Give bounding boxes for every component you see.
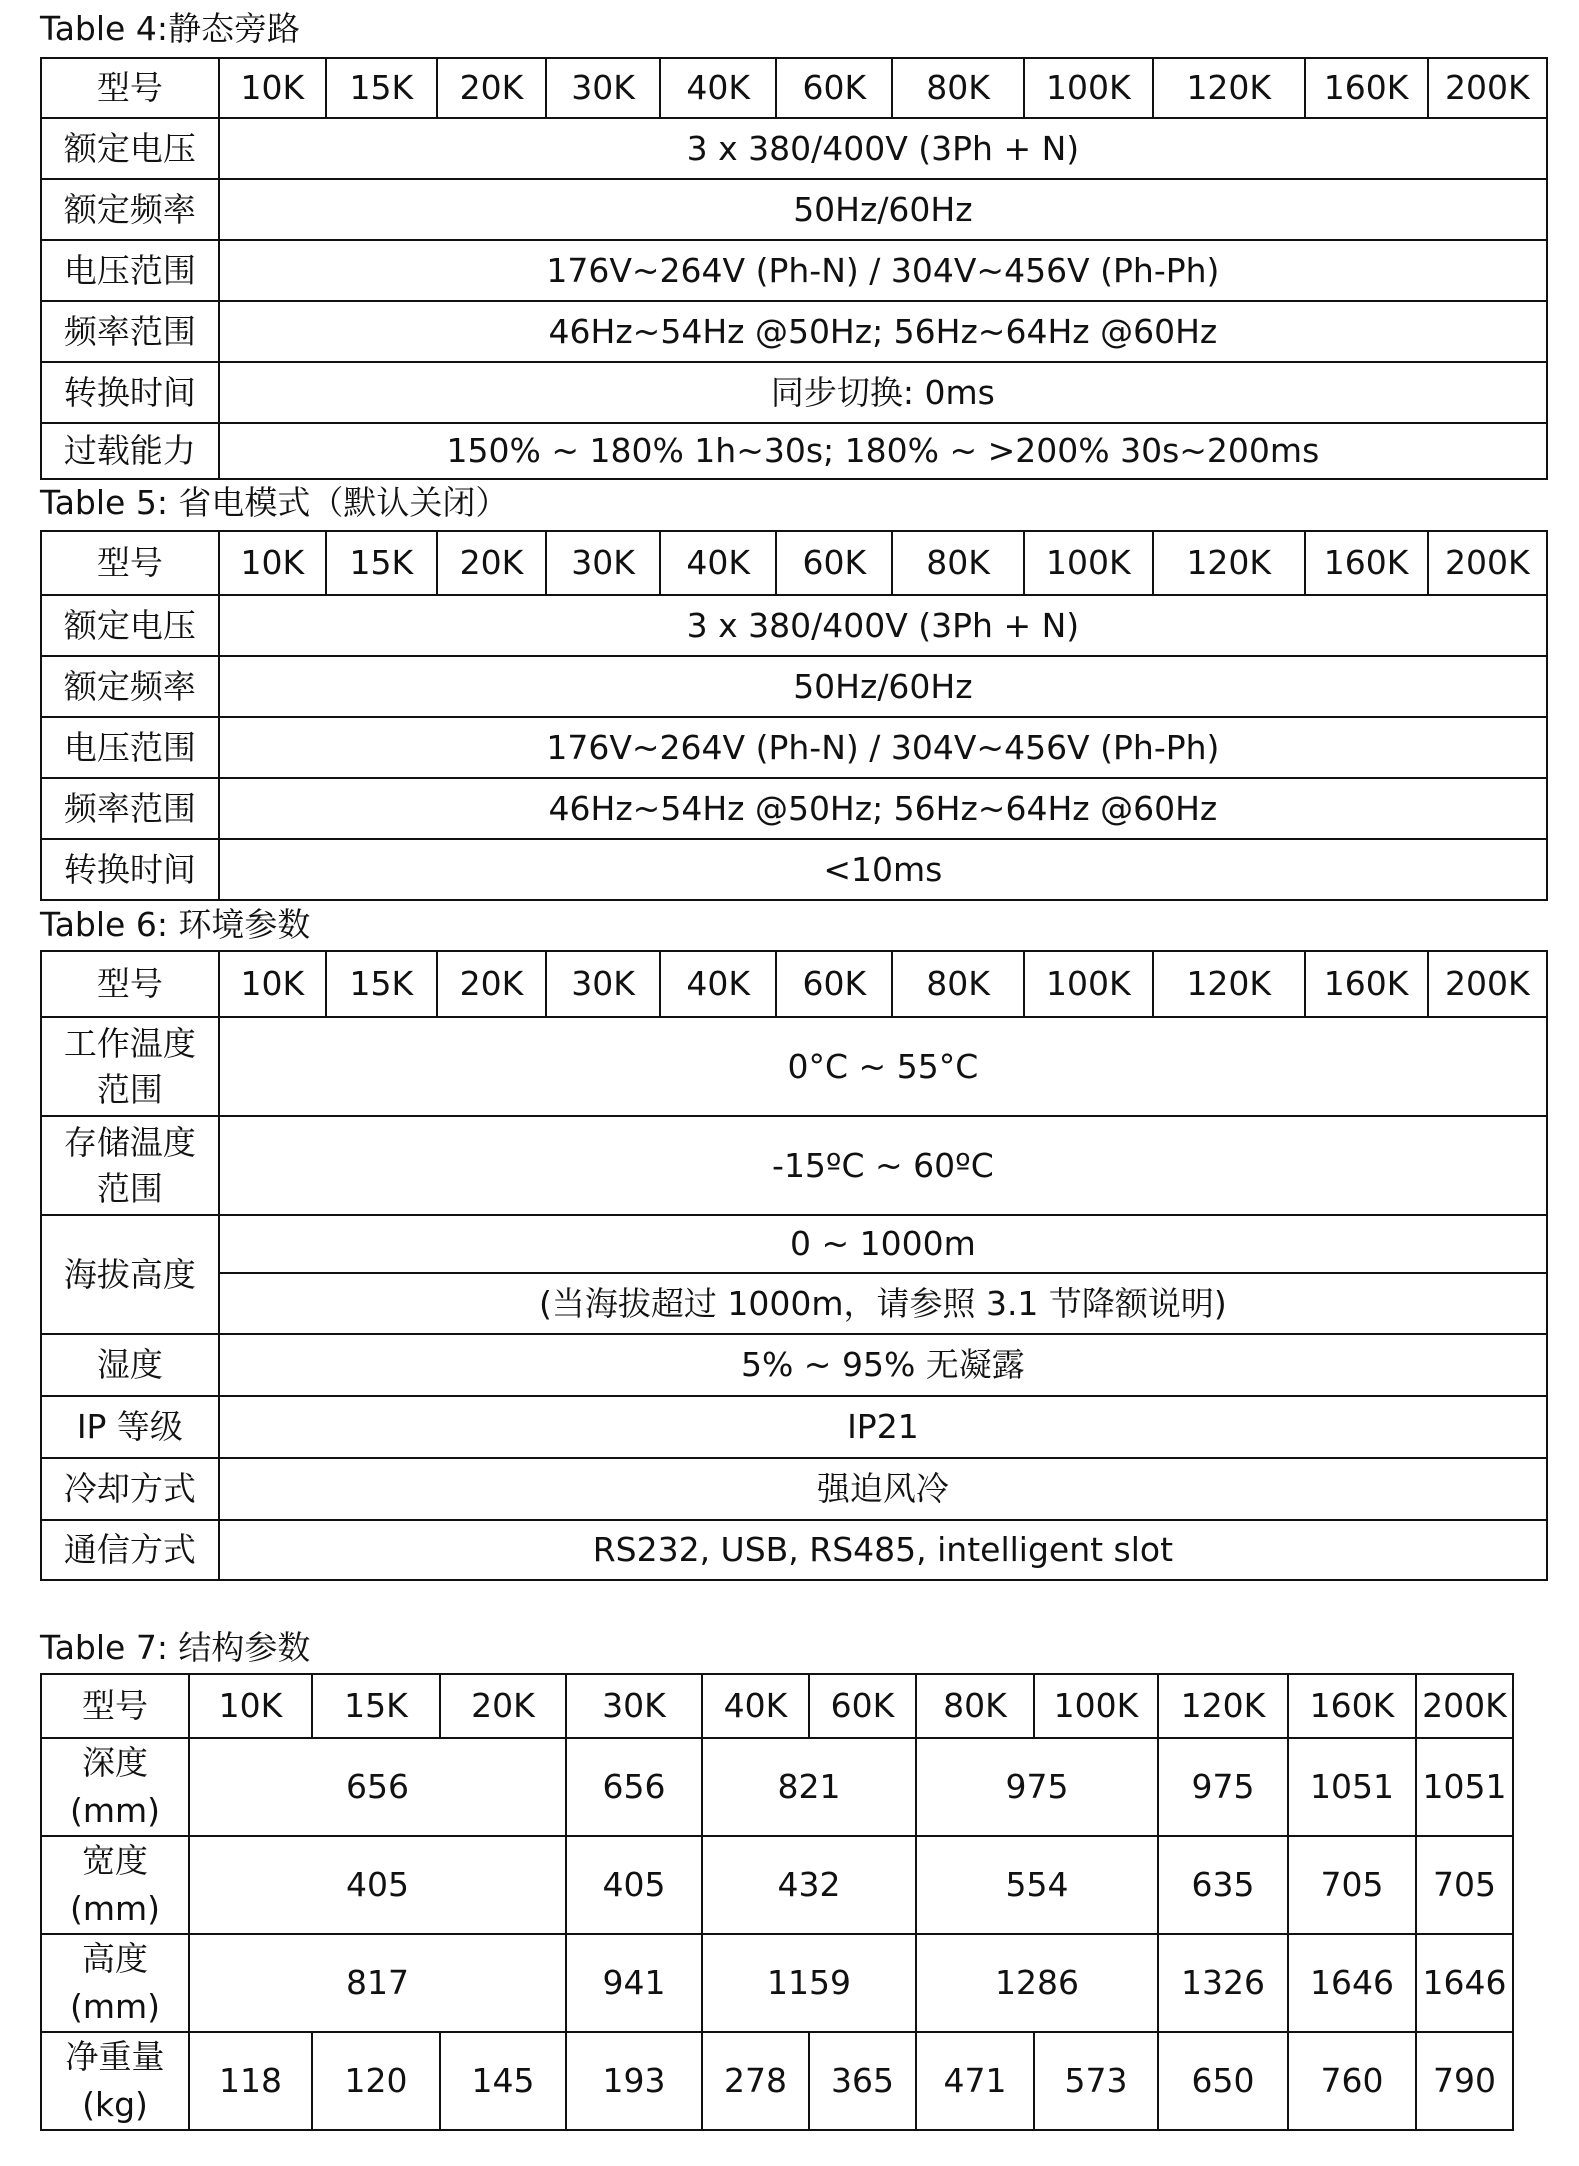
table-row (41, 118, 1547, 179)
row-label-line: 净重量 (65, 2037, 165, 2076)
row-value: 50Hz/60Hz (219, 656, 1547, 717)
row-label (41, 1017, 219, 1116)
table7-header-row (41, 1674, 1513, 1738)
model-cell: 120K (1153, 531, 1305, 595)
model-cell: 160K (1305, 951, 1428, 1017)
row-value: 46Hz~54Hz @50Hz; 56Hz~64Hz @60Hz (219, 301, 1547, 362)
model-cell: 120K (1153, 951, 1305, 1017)
table-row (41, 1458, 1547, 1520)
table4-static-bypass (40, 57, 1548, 480)
model-cell: 20K (440, 1674, 566, 1738)
model-cell: 120K (1153, 58, 1305, 118)
model-cell: 80K (892, 951, 1023, 1017)
row-label: 电压范围 (41, 240, 219, 301)
model-cell: 10K (219, 58, 326, 118)
table4-caption: Table 4:静态旁路 (40, 9, 300, 48)
table-row (41, 656, 1547, 717)
value-cell: 821 (702, 1738, 916, 1836)
row-label: 频率范围 (41, 778, 219, 839)
value-cell: 120 (312, 2032, 440, 2130)
model-cell: 15K (326, 58, 437, 118)
value-cell: 145 (440, 2032, 566, 2130)
row-value: -15ºC ~ 60ºC (219, 1116, 1547, 1215)
value-cell: 705 (1288, 1836, 1416, 1934)
value-cell: 650 (1158, 2032, 1288, 2130)
row-value: 0 ~ 1000m (219, 1215, 1547, 1273)
row-value: 176V~264V (Ph-N) / 304V~456V (Ph-Ph) (219, 240, 1547, 301)
model-cell: 40K (660, 951, 776, 1017)
row-label-line: 深度 (82, 1743, 148, 1782)
model-cell: 160K (1305, 531, 1428, 595)
row-label: 冷却方式 (41, 1458, 219, 1520)
model-cell: 15K (326, 531, 437, 595)
table-row (41, 717, 1547, 778)
row-label (41, 1738, 189, 1836)
table6-header-row (41, 951, 1547, 1017)
table5-header-row (41, 531, 1547, 595)
table-row (41, 1116, 1547, 1215)
table-row (41, 1273, 1547, 1334)
model-cell: 80K (916, 1674, 1034, 1738)
value-cell: 1051 (1288, 1738, 1416, 1836)
table4-header-row (41, 58, 1547, 118)
row-value: 3 x 380/400V (3Ph + N) (219, 118, 1547, 179)
row-label-line: (kg) (82, 2085, 148, 2124)
table-row (41, 1334, 1547, 1396)
table5-eco-mode (40, 530, 1548, 901)
model-cell: 100K (1034, 1674, 1158, 1738)
model-cell: 20K (437, 531, 546, 595)
value-cell: 365 (809, 2032, 916, 2130)
row-label (41, 1116, 219, 1215)
row-label (41, 1934, 189, 2032)
model-cell: 120K (1158, 1674, 1288, 1738)
table-row (41, 2032, 1513, 2130)
row-label-line: (mm) (69, 1987, 161, 2026)
model-cell: 160K (1288, 1674, 1416, 1738)
row-value: IP21 (219, 1396, 1547, 1458)
model-cell: 60K (776, 531, 892, 595)
value-cell: 471 (916, 2032, 1034, 2130)
model-cell: 10K (219, 951, 326, 1017)
model-cell: 60K (776, 951, 892, 1017)
value-cell: 573 (1034, 2032, 1158, 2130)
value-cell: 635 (1158, 1836, 1288, 1934)
model-label-cell: 型号 (41, 58, 219, 118)
row-label (41, 2032, 189, 2130)
value-cell: 817 (189, 1934, 566, 2032)
value-cell: 705 (1416, 1836, 1513, 1934)
value-cell: 1051 (1416, 1738, 1513, 1836)
value-cell: 790 (1416, 2032, 1513, 2130)
model-cell: 40K (702, 1674, 809, 1738)
value-cell: 975 (916, 1738, 1158, 1836)
model-cell: 60K (776, 58, 892, 118)
row-label-line: 范围 (96, 1069, 163, 1109)
row-label-line: 宽度 (82, 1841, 148, 1880)
row-label: 电压范围 (41, 717, 219, 778)
value-cell: 1646 (1288, 1934, 1416, 2032)
model-cell: 100K (1024, 58, 1153, 118)
table-row (41, 1738, 1513, 1836)
value-cell: 760 (1288, 2032, 1416, 2130)
value-cell: 941 (566, 1934, 702, 2032)
value-cell: 278 (702, 2032, 809, 2130)
row-label: 湿度 (41, 1334, 219, 1396)
table6-environment (40, 950, 1548, 1581)
model-cell: 30K (566, 1674, 702, 1738)
row-label: 频率范围 (41, 301, 219, 362)
model-cell: 15K (326, 951, 437, 1017)
row-value: 150% ~ 180% 1h~30s; 180% ~ >200% 30s~200ms (219, 423, 1547, 479)
row-value: 强迫风冷 (219, 1458, 1547, 1520)
model-label-cell: 型号 (41, 951, 219, 1017)
model-cell: 10K (219, 531, 326, 595)
table-row (41, 423, 1547, 479)
table-row (41, 179, 1547, 240)
value-cell: 975 (1158, 1738, 1288, 1836)
table5-caption: Table 5: 省电模式（默认关闭） (40, 483, 509, 522)
table-row (41, 1520, 1547, 1580)
table-row (41, 1836, 1513, 1934)
table-row (41, 595, 1547, 656)
value-cell: 656 (189, 1738, 566, 1836)
row-value: 同步切换: 0ms (219, 362, 1547, 423)
row-label: 额定电压 (41, 118, 219, 179)
row-label: 通信方式 (41, 1520, 219, 1580)
table-row (41, 1215, 1547, 1273)
table-row (41, 839, 1547, 900)
table7-caption: Table 7: 结构参数 (40, 1628, 311, 1667)
row-value: 176V~264V (Ph-N) / 304V~456V (Ph-Ph) (219, 717, 1547, 778)
row-label-line: 高度 (82, 1939, 148, 1978)
table-row (41, 240, 1547, 301)
row-label-line: (mm) (69, 1889, 161, 1928)
model-cell: 15K (312, 1674, 440, 1738)
table-row (41, 362, 1547, 423)
table-row (41, 1934, 1513, 2032)
row-label: 过载能力 (41, 423, 219, 479)
row-label (41, 1836, 189, 1934)
value-cell: 405 (566, 1836, 702, 1934)
value-cell: 554 (916, 1836, 1158, 1934)
model-cell: 10K (189, 1674, 312, 1738)
model-cell: 200K (1428, 531, 1547, 595)
table-row (41, 1017, 1547, 1116)
row-label-line: (mm) (69, 1791, 161, 1830)
model-cell: 200K (1416, 1674, 1513, 1738)
model-cell: 200K (1428, 58, 1547, 118)
row-value: RS232, USB, RS485, intelligent slot (219, 1520, 1547, 1580)
row-value: 50Hz/60Hz (219, 179, 1547, 240)
model-cell: 30K (546, 531, 660, 595)
row-label: 转换时间 (41, 839, 219, 900)
value-cell: 1159 (702, 1934, 916, 2032)
model-cell: 40K (660, 531, 776, 595)
model-cell: 20K (437, 58, 546, 118)
row-label: 海拔高度 (41, 1215, 219, 1334)
table-row (41, 1396, 1547, 1458)
row-label: 额定电压 (41, 595, 219, 656)
value-cell: 1646 (1416, 1934, 1513, 2032)
row-value: 46Hz~54Hz @50Hz; 56Hz~64Hz @60Hz (219, 778, 1547, 839)
table6-caption: Table 6: 环境参数 (40, 905, 311, 944)
row-label: 额定频率 (41, 656, 219, 717)
value-cell: 193 (566, 2032, 702, 2130)
row-value: 0°C ~ 55°C (219, 1017, 1547, 1116)
row-label: 转换时间 (41, 362, 219, 423)
row-label-line: 工作温度 (63, 1023, 196, 1063)
value-cell: 118 (189, 2032, 312, 2130)
row-value: 3 x 380/400V (3Ph + N) (219, 595, 1547, 656)
value-cell: 656 (566, 1738, 702, 1836)
model-cell: 160K (1305, 58, 1428, 118)
value-cell: 432 (702, 1836, 916, 1934)
model-cell: 30K (546, 58, 660, 118)
value-cell: 1326 (1158, 1934, 1288, 2032)
table7-structure (40, 1673, 1514, 2131)
row-label: 额定频率 (41, 179, 219, 240)
model-cell: 40K (660, 58, 776, 118)
row-label-line: 范围 (96, 1168, 163, 1208)
row-label: IP 等级 (41, 1396, 219, 1458)
model-cell: 60K (809, 1674, 916, 1738)
value-cell: 1286 (916, 1934, 1158, 2032)
model-label-cell: 型号 (41, 531, 219, 595)
model-cell: 80K (892, 531, 1023, 595)
row-value: <10ms (219, 839, 1547, 900)
model-cell: 30K (546, 951, 660, 1017)
row-note: (当海拔超过 1000m，请参照 3.1 节降额说明) (219, 1273, 1547, 1334)
model-cell: 100K (1024, 531, 1153, 595)
model-cell: 20K (437, 951, 546, 1017)
row-value: 5% ~ 95% 无凝露 (219, 1334, 1547, 1396)
value-cell: 405 (189, 1836, 566, 1934)
row-label-line: 存储温度 (63, 1122, 196, 1162)
table-row (41, 778, 1547, 839)
model-cell: 80K (892, 58, 1023, 118)
table-row (41, 301, 1547, 362)
model-cell: 200K (1428, 951, 1547, 1017)
model-label-cell: 型号 (41, 1674, 189, 1738)
model-cell: 100K (1024, 951, 1153, 1017)
